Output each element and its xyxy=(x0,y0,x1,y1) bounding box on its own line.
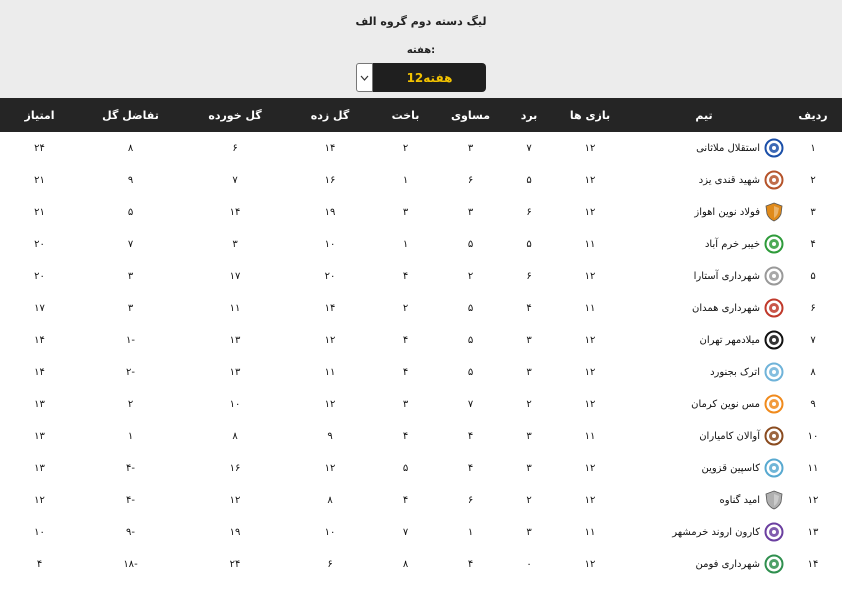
goal-diff-cell: ۵ xyxy=(127,206,134,218)
team-cell xyxy=(624,324,784,356)
team-cell xyxy=(624,452,784,484)
played-cell: ۱۲ xyxy=(584,494,596,506)
table-header-row xyxy=(0,98,842,132)
team-cell xyxy=(624,292,784,324)
col-rank: ردیف xyxy=(798,108,828,122)
lost-cell: ۳ xyxy=(402,398,409,410)
team-name[interactable]: شهرداری آستارا xyxy=(693,270,760,282)
chevron-down-icon[interactable] xyxy=(356,63,373,92)
drawn-cell: ۳ xyxy=(467,142,474,154)
goals-for-cell: ۱۱ xyxy=(324,366,336,378)
rank-cell: ۱۰ xyxy=(807,430,819,442)
team-logo-icon xyxy=(764,522,784,542)
team-logo-icon xyxy=(764,554,784,574)
team-logo-icon xyxy=(764,298,784,318)
drawn-cell: ۳ xyxy=(467,206,474,218)
drawn-cell: ۲ xyxy=(467,270,474,282)
won-cell: ۴ xyxy=(526,302,532,314)
header-panel xyxy=(0,0,842,98)
team-cell xyxy=(624,164,784,196)
team-name[interactable]: مس نوین کرمان xyxy=(691,398,760,410)
points-cell: ۱۰ xyxy=(34,526,45,538)
rank-cell: ۲ xyxy=(810,174,816,186)
won-cell: ۲ xyxy=(526,494,532,506)
team-cell xyxy=(624,420,784,452)
points-cell: ۲۱ xyxy=(34,174,45,186)
points-cell: ۲۰ xyxy=(34,238,45,250)
table-row xyxy=(0,388,842,420)
lost-cell: ۴ xyxy=(402,270,409,282)
goals-against-cell: ۱۳ xyxy=(229,366,241,378)
goals-for-cell: ۱۲ xyxy=(324,398,336,410)
goals-against-cell: ۳ xyxy=(232,238,238,250)
played-cell: ۱۱ xyxy=(584,526,596,538)
played-cell: ۱۲ xyxy=(584,334,596,346)
team-name[interactable]: امید گناوه xyxy=(719,494,760,506)
team-cell xyxy=(624,228,784,260)
points-cell: ۲۰ xyxy=(34,270,45,282)
team-cell xyxy=(624,260,784,292)
drawn-cell: ۵ xyxy=(467,334,474,346)
goals-for-cell: ۹ xyxy=(327,430,333,442)
drawn-cell: ۷ xyxy=(467,398,474,410)
lost-cell: ۱ xyxy=(402,174,409,186)
team-name[interactable]: اترک بجنورد xyxy=(710,366,760,378)
played-cell: ۱۲ xyxy=(584,270,596,282)
goals-for-cell: ۱۹ xyxy=(324,206,336,218)
points-cell: ۱۷ xyxy=(34,302,45,314)
goal-diff-cell: ۲ xyxy=(127,398,134,410)
table-row xyxy=(0,164,842,196)
lost-cell: ۴ xyxy=(402,494,409,506)
drawn-cell: ۴ xyxy=(467,462,474,474)
drawn-cell: ۵ xyxy=(467,302,474,314)
team-name[interactable]: فولاد نوین اهواز xyxy=(694,206,760,218)
team-name[interactable]: آوالان کامیاران xyxy=(699,430,760,442)
table-row xyxy=(0,356,842,388)
goals-against-cell: ۷ xyxy=(232,174,238,186)
lost-cell: ۸ xyxy=(402,558,409,570)
drawn-cell: ۵ xyxy=(467,238,474,250)
goals-against-cell: ۲۴ xyxy=(229,558,241,570)
rank-cell: ۱۳ xyxy=(807,526,819,538)
goal-diff-cell: -۴ xyxy=(126,462,135,474)
lost-cell: ۵ xyxy=(402,462,409,474)
col-played: بازی ها xyxy=(569,108,611,122)
drawn-cell: ۶ xyxy=(467,494,474,506)
won-cell: ۳ xyxy=(526,430,532,442)
rank-cell: ۵ xyxy=(810,270,816,282)
won-cell: ۶ xyxy=(526,206,532,218)
table-row xyxy=(0,516,842,548)
team-cell xyxy=(624,132,784,164)
table-body xyxy=(0,132,842,580)
won-cell: ۵ xyxy=(526,238,532,250)
team-logo-icon xyxy=(764,202,784,222)
table-row xyxy=(0,132,842,164)
team-name[interactable]: کاسپین قزوین xyxy=(701,462,760,474)
team-logo-icon xyxy=(764,138,784,158)
team-logo-icon xyxy=(764,490,784,510)
team-logo-icon xyxy=(764,426,784,446)
goal-diff-cell: ۹ xyxy=(127,174,134,186)
won-cell: ۳ xyxy=(526,462,532,474)
rank-cell: ۳ xyxy=(810,206,816,218)
played-cell: ۱۲ xyxy=(584,462,596,474)
played-cell: ۱۱ xyxy=(584,302,596,314)
points-cell: ۱۳ xyxy=(34,398,45,410)
points-cell: ۱۴ xyxy=(34,334,45,346)
goal-diff-cell: ۳ xyxy=(127,302,134,314)
won-cell: ۷ xyxy=(526,142,532,154)
col-goals-for: گل زده xyxy=(310,108,350,122)
goals-against-cell: ۸ xyxy=(232,430,238,442)
won-cell: ۰ xyxy=(526,558,532,570)
team-cell xyxy=(624,196,784,228)
goal-diff-cell: ۱ xyxy=(127,430,134,442)
points-cell: ۲۴ xyxy=(34,142,45,154)
drawn-cell: ۱ xyxy=(467,526,474,538)
lost-cell: ۲ xyxy=(402,302,409,314)
won-cell: ۲ xyxy=(526,398,532,410)
team-logo-icon xyxy=(764,330,784,350)
goals-against-cell: ۱۱ xyxy=(229,302,241,314)
team-name[interactable]: استقلال ملاثانی xyxy=(696,142,760,154)
team-logo-icon xyxy=(764,234,784,254)
won-cell: ۳ xyxy=(526,366,532,378)
points-cell: ۱۳ xyxy=(34,462,45,474)
rank-cell: ۱۲ xyxy=(807,494,819,506)
rank-cell: ۷ xyxy=(810,334,816,346)
team-logo-icon xyxy=(764,362,784,382)
goal-diff-cell: -۹ xyxy=(126,526,135,538)
table-row xyxy=(0,324,842,356)
col-team: تیم xyxy=(695,108,713,122)
rank-cell: ۱ xyxy=(810,142,816,154)
week-select-value[interactable]: هفته12 xyxy=(373,63,486,92)
team-name[interactable]: میلادمهر تهران xyxy=(699,334,760,346)
won-cell: ۳ xyxy=(526,334,532,346)
team-name[interactable]: کارون اروند خرمشهر xyxy=(672,526,760,538)
lost-cell: ۲ xyxy=(402,142,409,154)
goal-diff-cell: -۲ xyxy=(126,366,135,378)
won-cell: ۳ xyxy=(526,526,532,538)
won-cell: ۵ xyxy=(526,174,532,186)
team-logo-icon xyxy=(764,394,784,414)
played-cell: ۱۲ xyxy=(584,142,596,154)
goals-for-cell: ۱۴ xyxy=(324,142,336,154)
goals-for-cell: ۱۲ xyxy=(324,334,336,346)
played-cell: ۱۲ xyxy=(584,206,596,218)
goals-for-cell: ۱۴ xyxy=(324,302,336,314)
team-cell xyxy=(624,356,784,388)
team-logo-icon xyxy=(764,170,784,190)
lost-cell: ۴ xyxy=(402,430,409,442)
goals-against-cell: ۱۶ xyxy=(229,462,241,474)
lost-cell: ۱ xyxy=(402,238,409,250)
points-cell: ۴ xyxy=(36,558,43,570)
page-title: لیگ دسته دوم گروه الف xyxy=(355,15,487,28)
lost-cell: ۳ xyxy=(402,206,409,218)
table-row xyxy=(0,292,842,324)
goal-diff-cell: ۳ xyxy=(127,270,134,282)
goal-diff-cell: -۴ xyxy=(126,494,135,506)
table-row xyxy=(0,228,842,260)
col-goal-diff: تفاضل گل xyxy=(102,108,159,122)
table-row xyxy=(0,196,842,228)
rank-cell: ۱۱ xyxy=(807,462,819,474)
col-lost: باخت xyxy=(391,108,420,122)
played-cell: ۱۲ xyxy=(584,558,596,570)
team-cell xyxy=(624,516,784,548)
goals-against-cell: ۱۴ xyxy=(229,206,241,218)
goals-for-cell: ۶ xyxy=(327,558,333,570)
goal-diff-cell: -۱۸ xyxy=(123,558,138,570)
team-name[interactable]: خیبر خرم آباد xyxy=(704,238,760,250)
table-row xyxy=(0,548,842,580)
goal-diff-cell: ۷ xyxy=(127,238,134,250)
goals-for-cell: ۱۰ xyxy=(324,238,336,250)
goals-for-cell: ۱۲ xyxy=(324,462,336,474)
team-name[interactable]: شهرداری همدان xyxy=(692,302,760,314)
team-cell xyxy=(624,484,784,516)
table-row xyxy=(0,484,842,516)
goals-against-cell: ۱۲ xyxy=(229,494,241,506)
team-logo-icon xyxy=(764,266,784,286)
goals-against-cell: ۱۷ xyxy=(229,270,241,282)
col-won: برد xyxy=(520,108,538,122)
week-label: هفته: xyxy=(406,45,436,56)
played-cell: ۱۲ xyxy=(584,366,596,378)
goals-against-cell: ۱۹ xyxy=(229,526,241,538)
col-drawn: مساوی xyxy=(450,108,491,122)
rank-cell: ۴ xyxy=(810,238,816,250)
played-cell: ۱۲ xyxy=(584,398,596,410)
team-cell xyxy=(624,388,784,420)
table-row xyxy=(0,452,842,484)
drawn-cell: ۵ xyxy=(467,366,474,378)
lost-cell: ۴ xyxy=(402,334,409,346)
team-name[interactable]: شهید قندی یزد xyxy=(698,174,760,186)
played-cell: ۱۱ xyxy=(584,238,596,250)
played-cell: ۱۱ xyxy=(584,430,596,442)
drawn-cell: ۶ xyxy=(467,174,474,186)
goals-against-cell: ۱۳ xyxy=(229,334,241,346)
team-logo-icon xyxy=(764,458,784,478)
lost-cell: ۴ xyxy=(402,366,409,378)
lost-cell: ۷ xyxy=(402,526,409,538)
goals-for-cell: ۸ xyxy=(327,494,333,506)
goals-against-cell: ۱۰ xyxy=(229,398,241,410)
goal-diff-cell: ۸ xyxy=(127,142,134,154)
points-cell: ۱۲ xyxy=(34,494,45,506)
points-cell: ۱۴ xyxy=(34,366,45,378)
drawn-cell: ۴ xyxy=(467,558,474,570)
goals-for-cell: ۱۰ xyxy=(324,526,336,538)
rank-cell: ۸ xyxy=(810,366,816,378)
league-table xyxy=(0,98,842,580)
goals-for-cell: ۲۰ xyxy=(324,270,336,282)
drawn-cell: ۴ xyxy=(467,430,474,442)
won-cell: ۶ xyxy=(526,270,532,282)
week-select[interactable] xyxy=(356,63,486,92)
table-row xyxy=(0,420,842,452)
team-name[interactable]: شهرداری فومن xyxy=(695,558,760,570)
team-cell xyxy=(624,548,784,580)
col-goals-against: گل خورده xyxy=(208,108,262,122)
points-cell: ۲۱ xyxy=(34,206,45,218)
played-cell: ۱۲ xyxy=(584,174,596,186)
points-cell: ۱۳ xyxy=(34,430,45,442)
goal-diff-cell: -۱ xyxy=(126,334,135,346)
table-row xyxy=(0,260,842,292)
rank-cell: ۶ xyxy=(810,302,816,314)
rank-cell: ۱۴ xyxy=(807,558,819,570)
col-points: امتیاز xyxy=(24,108,55,122)
goals-against-cell: ۶ xyxy=(232,142,238,154)
goals-for-cell: ۱۶ xyxy=(324,174,336,186)
rank-cell: ۹ xyxy=(810,398,816,410)
